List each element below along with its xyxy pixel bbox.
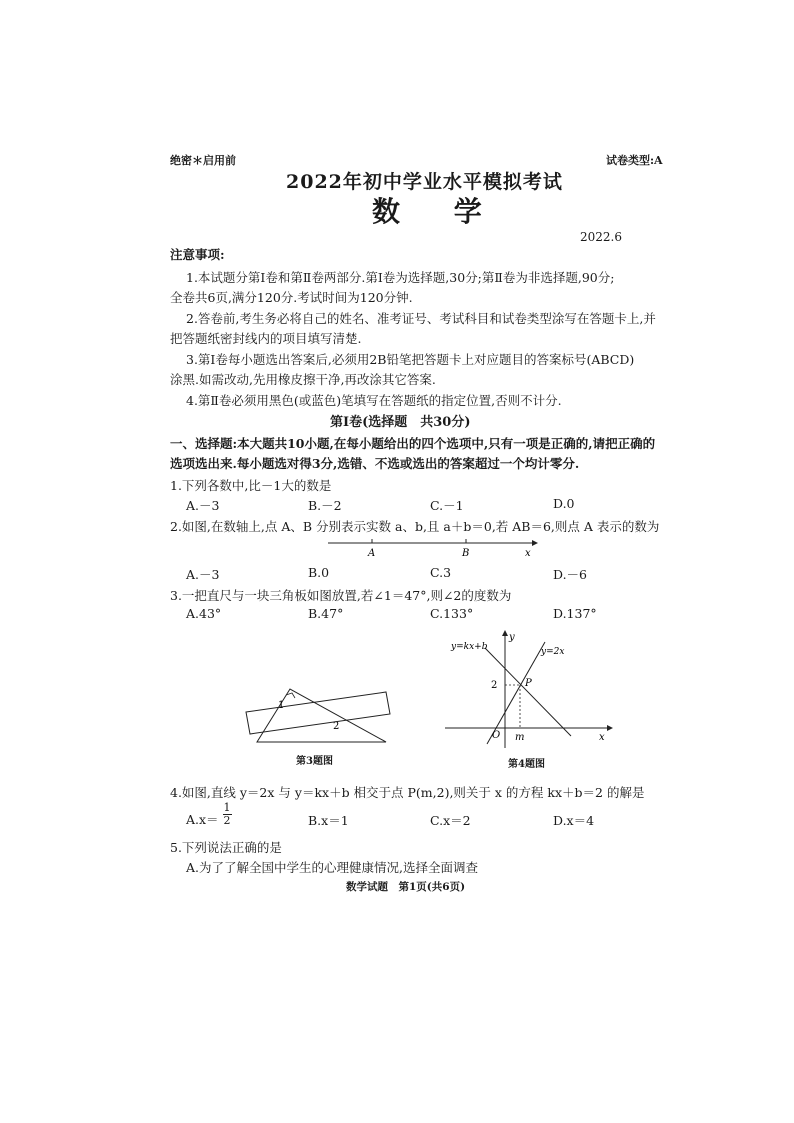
y-value-2-label: 2 bbox=[491, 680, 498, 691]
q4-option-a-prefix: A.x＝ bbox=[186, 812, 219, 827]
q3-stem: 3.一把直尺与一块三角板如图放置,若∠1＝47°,则∠2的度数为 bbox=[170, 588, 512, 603]
point-p-label: P bbox=[525, 678, 532, 689]
y-label: y bbox=[509, 632, 515, 643]
section-1-title: 第Ⅰ卷(选择题 共30分) bbox=[330, 415, 471, 430]
note-1-line-2: 全卷共6页,满分120分.考试时间为120分钟. bbox=[170, 290, 413, 305]
q2-option-a: A.－3 bbox=[186, 567, 220, 582]
q4-stem: 4.如图,直线 y＝2x 与 y＝kx＋b 相交于点 P(m,2),则关于 x 的方程 kx＋b＝2 的解是 bbox=[170, 785, 645, 800]
q2-stem: 2.如图,在数轴上,点 A、B 分别表示实数 a、b,且 a＋b＝0,若 AB＝6,则点 A 表示的数为 bbox=[170, 519, 660, 534]
fraction-denominator: 2 bbox=[223, 814, 231, 827]
q4-option-c: C.x＝2 bbox=[430, 813, 471, 828]
exam-date: 2022.6 bbox=[580, 230, 622, 244]
x-axis-arrow bbox=[607, 725, 613, 731]
q4-option-b: B.x＝1 bbox=[308, 813, 349, 828]
q2-option-b: B.0 bbox=[308, 565, 330, 580]
triangle-plate bbox=[257, 689, 386, 742]
note-2-line-1: 2.答卷前,考生务必将自己的姓名、准考证号、考试科目和试卷类型涂写在答题卡上,并 bbox=[186, 311, 656, 326]
section-1-instructions-line-1: 一、选择题:本大题共10小题,在每小题给出的四个选项中,只有一项是正确的,请把正确的 bbox=[170, 436, 656, 451]
x-axis-label: x bbox=[525, 548, 531, 559]
origin-label: O bbox=[492, 730, 501, 741]
point-a-label: A bbox=[368, 548, 376, 559]
note-3-line-2: 涂黑.如需改动,先用橡皮擦干净,再改涂其它答案. bbox=[170, 372, 436, 387]
q1-option-d: D.0 bbox=[553, 496, 575, 511]
ruler bbox=[246, 692, 390, 734]
line-y-2x bbox=[487, 642, 545, 744]
point-b-label: B bbox=[462, 548, 470, 559]
angle-1-label: 1 bbox=[278, 700, 285, 711]
q4-option-a bbox=[186, 801, 232, 828]
note-4: 4.第Ⅱ卷必须用黑色(或蓝色)笔填写在答题纸的指定位置,否则不计分. bbox=[186, 393, 562, 408]
angle-2-label: 2 bbox=[333, 721, 340, 732]
x-label: x bbox=[599, 732, 605, 743]
paper-type-label: 试卷类型:A bbox=[606, 154, 663, 167]
fraction-numerator: 1 bbox=[223, 801, 231, 814]
figure-4-caption: 第4题图 bbox=[508, 759, 545, 770]
subject-title: 数 学 bbox=[372, 195, 504, 228]
m-label: m bbox=[515, 732, 525, 743]
note-3-line-1: 3.第Ⅰ卷每小题选出答案后,必须用2B铅笔把答题卡上对应题目的答案标号(ABCD) bbox=[186, 352, 635, 367]
q1-option-a: A.－3 bbox=[186, 498, 220, 513]
line-2x-label: y=2x bbox=[541, 647, 565, 657]
q5-option-a: A.为了了解全国中学生的心理健康情况,选择全面调查 bbox=[186, 860, 478, 875]
q4-option-d: D.x＝4 bbox=[553, 813, 595, 828]
y-axis-arrow bbox=[502, 630, 508, 636]
figure-3-caption: 第3题图 bbox=[296, 756, 333, 767]
figure-4-graph bbox=[445, 628, 615, 748]
q3-option-b: B.47° bbox=[308, 606, 344, 621]
line-kx-b-label: y=kx+b bbox=[451, 642, 488, 652]
q3-option-d: D.137° bbox=[553, 606, 597, 621]
note-1-line-1: 1.本试题分第Ⅰ卷和第Ⅱ卷两部分.第Ⅰ卷为选择题,30分;第Ⅱ卷为非选择题,90分; bbox=[186, 270, 615, 285]
q5-stem: 5.下列说法正确的是 bbox=[170, 840, 282, 855]
line-y-kx-b bbox=[485, 648, 571, 736]
q4-option-a-fraction bbox=[223, 802, 232, 827]
notes-heading: 注意事项: bbox=[170, 247, 225, 262]
confidential-label: 绝密＊启用前 bbox=[170, 154, 236, 167]
q1-option-c: C.－1 bbox=[430, 498, 464, 513]
q3-option-a: A.43° bbox=[186, 606, 222, 621]
note-2-line-2: 把答题纸密封线内的项目填写清楚. bbox=[170, 331, 362, 346]
number-line-figure bbox=[320, 536, 540, 560]
number-line-arrow bbox=[532, 540, 538, 546]
q1-stem: 1.下列各数中,比－1大的数是 bbox=[170, 478, 332, 493]
q2-option-d: D.－6 bbox=[553, 567, 588, 582]
q2-option-c: C.3 bbox=[430, 565, 452, 580]
page-footer: 数学试题 第1页(共6页) bbox=[346, 881, 466, 893]
q1-option-b: B.－2 bbox=[308, 498, 342, 513]
exam-title: 2022年初中学业水平模拟考试 bbox=[286, 171, 563, 193]
section-1-instructions-line-2: 选项选出来.每小题选对得3分,选错、不选或选出的答案超过一个均计零分. bbox=[170, 456, 580, 471]
q3-option-c: C.133° bbox=[430, 606, 474, 621]
